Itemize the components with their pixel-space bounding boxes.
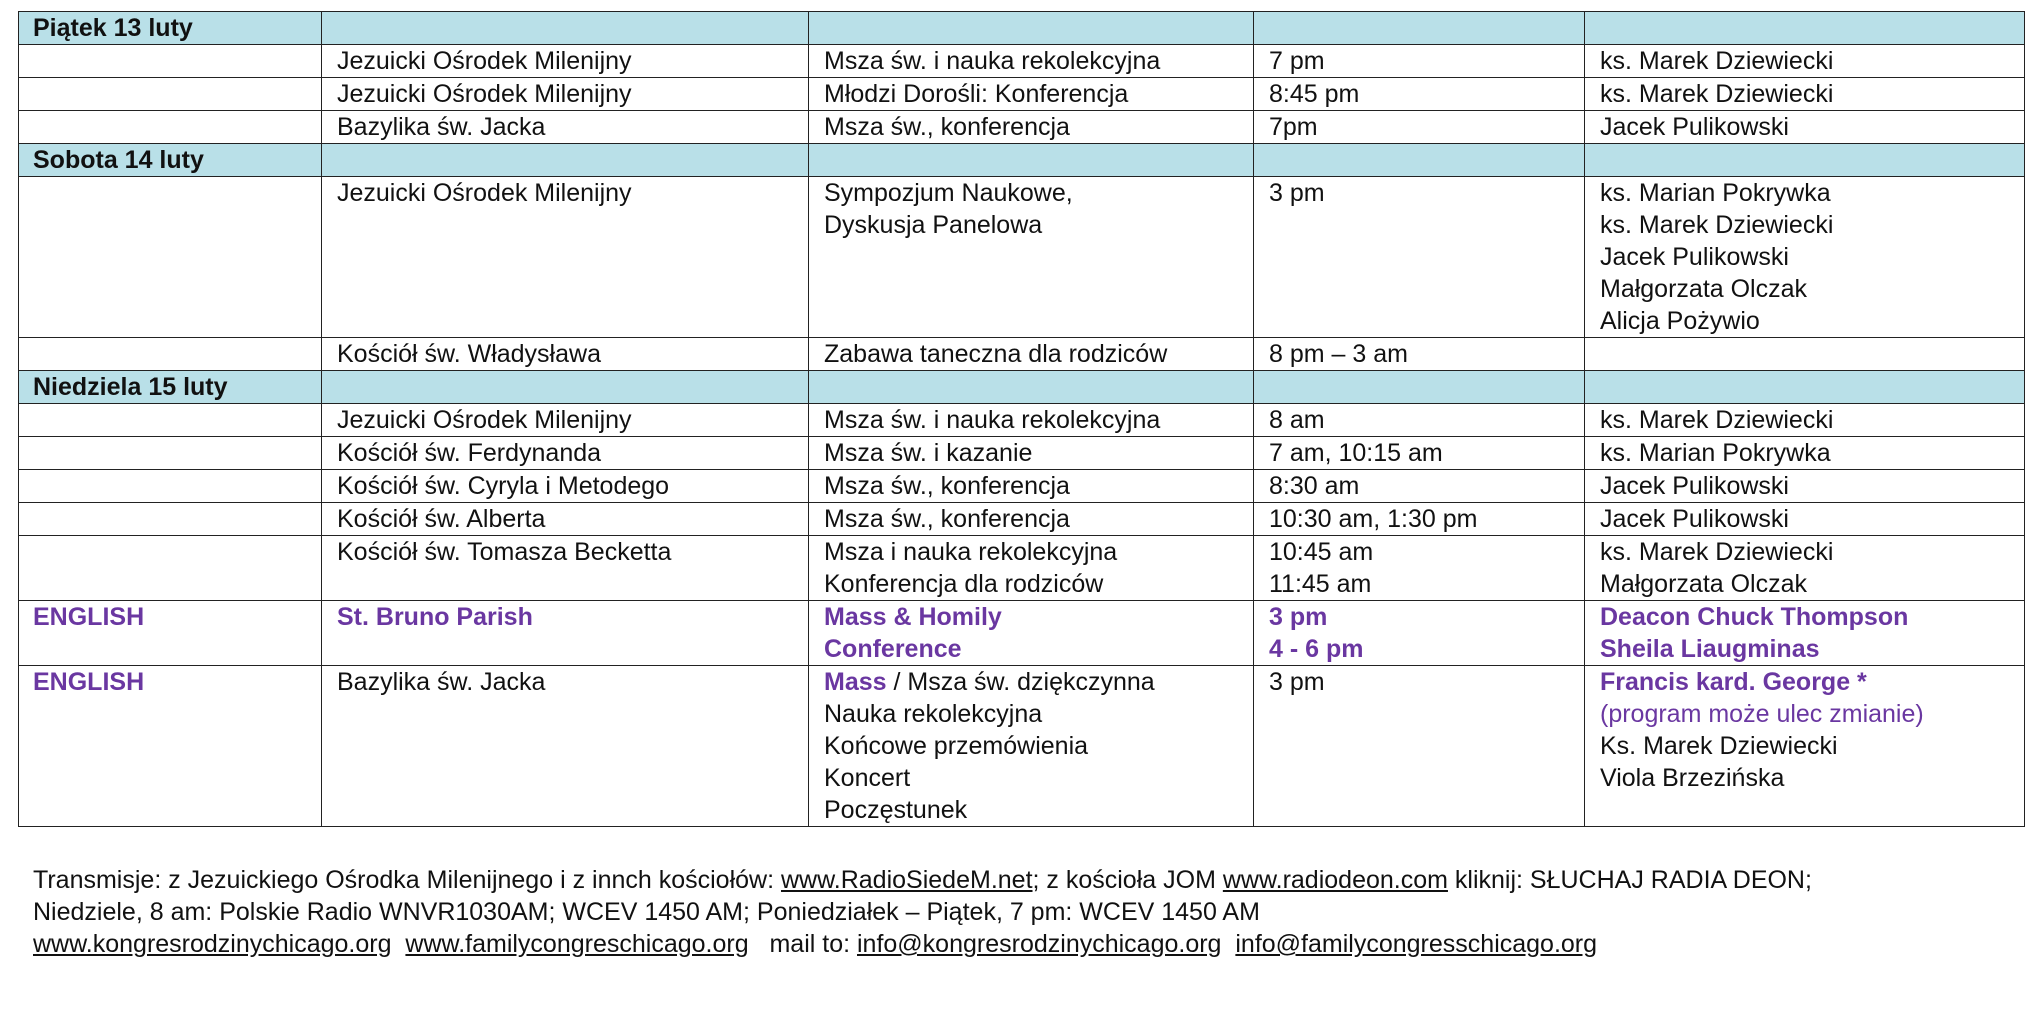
empty-cell [19, 404, 322, 437]
time-line: 8 am [1269, 406, 1325, 434]
day-label: Niedziela 15 luty [19, 371, 322, 404]
place-cell: Jezuicki Ośrodek Milenijny [322, 177, 809, 338]
time-line: 11:45 am [1269, 570, 1372, 598]
empty-cell [19, 536, 322, 601]
time-line: 7pm [1269, 113, 1318, 141]
empty-cell [322, 12, 809, 45]
event-line: Msza św. i nauka rekolekcyjna [824, 406, 1161, 434]
event-line: Msza św., konferencja [824, 505, 1070, 533]
event-line: Poczęstunek [824, 796, 968, 824]
speaker-line: ks. Marian Pokrywka [1600, 439, 1831, 467]
table-row [19, 111, 2025, 144]
event-line: Msza św. i kazanie [824, 439, 1033, 467]
empty-cell [1254, 12, 1585, 45]
event-line: Msza i nauka rekolekcyjna [824, 538, 1118, 566]
speaker-note: (program może ulec zmianie) [1600, 700, 1924, 728]
speaker-line: Ks. Marek Dziewiecki [1600, 732, 1838, 760]
event-cell [809, 601, 1254, 666]
time-line: 8 pm – 3 am [1269, 340, 1408, 368]
speakers-cell [1585, 404, 2025, 437]
footer-line-3 [33, 928, 1812, 960]
radiodeon-link[interactable]: www.radiodeon.com [1222, 866, 1448, 894]
footer-line-1 [33, 864, 1812, 896]
speakers-cell [1585, 111, 2025, 144]
time-line: 3 pm [1269, 179, 1325, 207]
table-row [19, 177, 2025, 338]
event-rest: / Msza św. dziękczynna [886, 668, 1155, 696]
time-cell [1254, 437, 1585, 470]
time-line: 3 pm [1269, 603, 1328, 631]
speakers-cell [1585, 470, 2025, 503]
english-label: ENGLISH [19, 666, 322, 827]
speaker-line: ks. Marek Dziewiecki [1600, 406, 1834, 434]
event-cell [809, 78, 1254, 111]
time-line: 8:45 pm [1269, 80, 1360, 108]
time-line: 7 am, 10:15 am [1269, 439, 1443, 467]
mail-to-label: mail to: [748, 930, 857, 958]
speaker-line: Jacek Pulikowski [1600, 243, 1789, 271]
speaker-line: ks. Marek Dziewiecki [1600, 80, 1834, 108]
time-cell [1254, 601, 1585, 666]
empty-cell [322, 144, 809, 177]
event-line: Końcowe przemówienia [824, 732, 1089, 760]
empty-cell [1254, 371, 1585, 404]
time-cell [1254, 536, 1585, 601]
family-email-link[interactable]: info@familycongresschicago.org [1235, 930, 1598, 958]
footer-text: ; z kościoła JOM [1032, 866, 1223, 894]
place-cell: Kościół św. Cyryla i Metodego [322, 470, 809, 503]
place-cell: Jezuicki Ośrodek Milenijny [322, 78, 809, 111]
table-row [19, 470, 2025, 503]
kongres-website-link[interactable]: www.kongresrodzinychicago.org [33, 930, 392, 958]
time-cell [1254, 470, 1585, 503]
event-line: Conference [824, 635, 962, 663]
empty-cell [19, 78, 322, 111]
table-row [19, 503, 2025, 536]
event-line [824, 666, 1238, 698]
place-cell: Bazylika św. Jacka [322, 111, 809, 144]
time-cell [1254, 503, 1585, 536]
kongres-email-link[interactable]: info@kongresrodzinychicago.org [857, 930, 1222, 958]
empty-cell [809, 371, 1254, 404]
time-line: 3 pm [1269, 668, 1325, 696]
event-cell [809, 177, 1254, 338]
time-cell [1254, 666, 1585, 827]
time-cell [1254, 404, 1585, 437]
english-row [19, 601, 2025, 666]
event-cell [809, 404, 1254, 437]
empty-cell [19, 338, 322, 371]
place-cell: Kościół św. Alberta [322, 503, 809, 536]
speakers-cell [1585, 601, 2025, 666]
table-row [19, 404, 2025, 437]
speaker-line: Sheila Liaugminas [1600, 635, 1820, 663]
footer-line-2: Niedziele, 8 am: Polskie Radio WNVR1030AM; WCEV 1450 AM; Poniedziałek – Piątek, 7 pm: WCEV 1450 AM [33, 898, 1260, 926]
event-cell [809, 503, 1254, 536]
event-cell [809, 536, 1254, 601]
empty-cell [19, 470, 322, 503]
speaker-line: Jacek Pulikowski [1600, 113, 1789, 141]
event-line: Msza św. i nauka rekolekcyjna [824, 47, 1161, 75]
time-cell [1254, 177, 1585, 338]
empty-cell [19, 45, 322, 78]
event-cell [809, 45, 1254, 78]
event-line: Młodzi Dorośli: Konferencja [824, 80, 1129, 108]
event-line: Koncert [824, 764, 911, 792]
speaker-line: ks. Marek Dziewiecki [1600, 538, 1834, 566]
empty-cell [1585, 12, 2025, 45]
family-congress-website-link[interactable]: www.familycongreschicago.org [405, 930, 749, 958]
speakers-cell [1585, 437, 2025, 470]
event-line: Zabawa taneczna dla rodziców [824, 340, 1168, 368]
event-line: Sympozjum Naukowe, [824, 179, 1073, 207]
time-line: 10:30 am, 1:30 pm [1269, 505, 1478, 533]
speakers-cell [1585, 78, 2025, 111]
table-row [19, 536, 2025, 601]
time-cell [1254, 338, 1585, 371]
schedule-body [19, 12, 2025, 827]
empty-cell [1585, 144, 2025, 177]
speakers-cell [1585, 338, 2025, 371]
time-cell [1254, 78, 1585, 111]
empty-cell [1254, 144, 1585, 177]
event-line: Konferencja dla rodziców [824, 570, 1104, 598]
empty-cell [1585, 371, 2025, 404]
speaker-line: Viola Brzezińska [1600, 764, 1785, 792]
english-row [19, 666, 2025, 827]
place-cell: Kościół św. Tomasza Becketta [322, 536, 809, 601]
empty-cell [19, 503, 322, 536]
speaker-line: Jacek Pulikowski [1600, 505, 1789, 533]
time-line: 8:30 am [1269, 472, 1360, 500]
day-header-row [19, 144, 2025, 177]
empty-cell [19, 177, 322, 338]
footer-text: kliknij: SŁUCHAJ RADIA DEON; [1447, 866, 1812, 894]
speaker-line: ks. Marek Dziewiecki [1600, 47, 1834, 75]
speaker-line: Jacek Pulikowski [1600, 472, 1789, 500]
table-row [19, 338, 2025, 371]
event-line: Dyskusja Panelowa [824, 211, 1043, 239]
day-header-row [19, 12, 2025, 45]
event-line: Msza św., konferencja [824, 113, 1070, 141]
time-line: 4 - 6 pm [1269, 635, 1364, 663]
time-line: 7 pm [1269, 47, 1325, 75]
place-cell: Kościół św. Ferdynanda [322, 437, 809, 470]
event-line: Msza św., konferencja [824, 472, 1070, 500]
time-line: 10:45 am [1269, 538, 1374, 566]
schedule-table [18, 11, 2025, 827]
empty-cell [809, 144, 1254, 177]
table-row [19, 78, 2025, 111]
event-line: Mass & Homily [824, 603, 1002, 631]
table-row [19, 45, 2025, 78]
day-header-row [19, 371, 2025, 404]
event-line: Nauka rekolekcyjna [824, 700, 1043, 728]
place-cell: St. Bruno Parish [322, 601, 809, 666]
empty-cell [19, 111, 322, 144]
place-cell: Jezuicki Ośrodek Milenijny [322, 45, 809, 78]
empty-cell [19, 437, 322, 470]
event-accent: Mass [824, 668, 887, 696]
speakers-cell [1585, 666, 2025, 827]
table-row [19, 437, 2025, 470]
speaker-line: ks. Marian Pokrywka [1600, 179, 1831, 207]
place-cell: Jezuicki Ośrodek Milenijny [322, 404, 809, 437]
speaker-line: ks. Marek Dziewiecki [1600, 211, 1834, 239]
english-label: ENGLISH [19, 601, 322, 666]
place-cell: Kościół św. Władysława [322, 338, 809, 371]
day-label: Sobota 14 luty [19, 144, 322, 177]
broadcast-footer [33, 864, 1812, 960]
speakers-cell [1585, 45, 2025, 78]
empty-cell [809, 12, 1254, 45]
speakers-cell [1585, 177, 2025, 338]
event-cell [809, 111, 1254, 144]
speaker-line: Małgorzata Olczak [1600, 275, 1808, 303]
time-cell [1254, 111, 1585, 144]
speaker-line: Małgorzata Olczak [1600, 570, 1808, 598]
event-cell [809, 338, 1254, 371]
empty-cell [322, 371, 809, 404]
speakers-cell [1585, 503, 2025, 536]
event-cell [809, 437, 1254, 470]
event-cell [809, 470, 1254, 503]
event-cell [809, 666, 1254, 827]
speaker-line: Deacon Chuck Thompson [1600, 603, 1909, 631]
speakers-cell [1585, 536, 2025, 601]
speaker-line: Alicja Pożywio [1600, 307, 1760, 335]
place-cell: Bazylika św. Jacka [322, 666, 809, 827]
footer-text: Transmisje: z Jezuickiego Ośrodka Milenijnego i z innch kościołów: [33, 866, 781, 894]
radiosiedem-link[interactable]: www.RadioSiedeM.net [781, 866, 1033, 894]
day-label: Piątek 13 luty [19, 12, 322, 45]
time-cell [1254, 45, 1585, 78]
speaker-line: Francis kard. George * [1600, 668, 1867, 696]
